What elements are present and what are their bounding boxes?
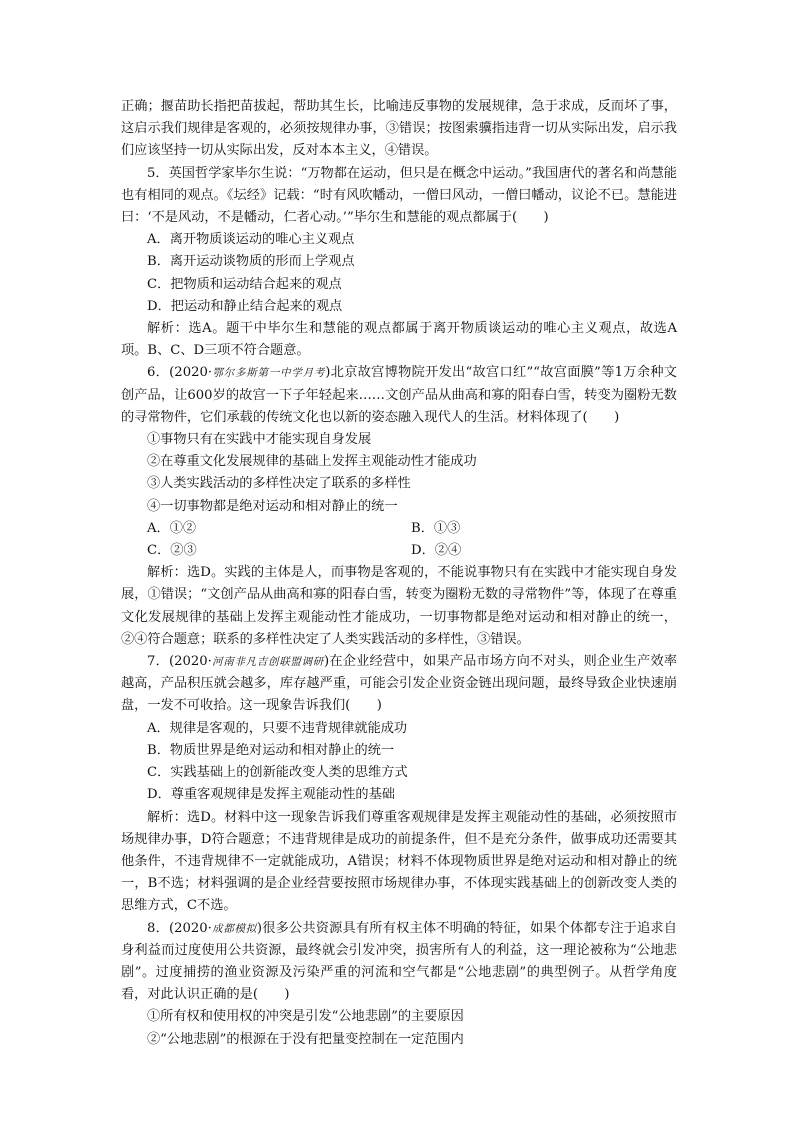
option-b: B．①③ [411,520,461,536]
option-a: A．离开物质谈运动的唯心主义观点 [147,232,355,248]
statement-2: ②“公地悲剧”的根源在于没有把量变控制在一定范围内 [147,1031,464,1047]
option-d: D．把运动和静止结合起来的观点 [147,298,343,314]
option-b: B．物质世界是绝对运动和相对静止的统一 [147,742,395,758]
question-5 [121,163,677,363]
question-source: 河南非凡吉创联盟调研 [211,656,324,669]
statement-2: ②在尊重文化发展规律的基础上发挥主观能动性才能成功 [147,454,477,470]
question-stem [121,362,677,429]
previous-answer-continuation: 正确；揠苗助长指把苗拔起，帮助其生长，比喻违反事物的发展规律，急于求成，反而坏了事，这启示我们规律是客观的，必须按规律办事，③错误；按图索骥指违背一切从实际出发，启示我们应该坚持一切从实际出发，反对本本主义，④错误。 [121,99,677,159]
question-number: 8．(2020· [147,920,212,936]
option-d: D．尊重客观规律是发挥主观能动性的基础 [147,787,395,803]
option-c: C．实践基础上的创新能改变人类的思维方式 [147,765,408,781]
analysis: 解析：选A。题干中毕尔生和慧能的观点都属于离开物质谈运动的唯心主义观点，故选A项。B、C、D三项不符合题意。 [121,321,677,359]
option-d: D．②④ [411,543,462,559]
analysis: 解析：选D。材料中这一现象告诉我们尊重客观规律是发挥主观能动性的基础，必须按照市场规律办事，D符合题意；不违背规律是成功的前提条件，但不是充分条件，做事成功还需要其他条件，不违背规律不一定就能成功，A错误；材料不体现物质世界是绝对运动和相对静止的统一，B不选；材料强调的是企业经营要按照市场规律办事，不体现实践基础上的创新改变人类的思维方式，C不选。 [121,809,677,914]
question-source: 成都模拟 [211,922,257,935]
question-stem [121,918,677,1007]
question-7 [121,651,677,917]
question-8 [121,918,677,1051]
statement-1: ①事物只有在实践中才能实现自身发展 [147,432,372,448]
option-c: C．把物质和运动结合起来的观点 [147,276,342,292]
question-number: 6．(2020· [147,365,213,381]
option-a: A．规律是客观的，只要不违背规律就能成功 [147,720,408,736]
question-text: )很多公共资源具有所有权主体不明确的特征，如果个体都专注于追求自身利益而过度使用公共资源，最终就会引发冲突，损害所有人的利益，这一理论被称为“公地悲剧”。过度捕捞的渔业资源及污染严重的河流和空气都是“公地悲剧”的典型例子。从哲学角度看，对此认识正确的是( ) [121,920,677,1003]
question-source: 鄂尔多斯第一中学月考 [212,367,326,380]
option-a: A．①② [147,520,197,536]
question-number: 7．(2020· [147,654,212,670]
document-page [121,96,677,1051]
options-row-2 [121,540,677,562]
question-stem [121,651,677,718]
question-text: )北京故宫博物院开发出“故宫口红”“故宫面膜”等1万余种文创产品，让600岁的故宫一下子年轻起来……文创产品从曲高和寡的阳春白雪，转变为圈粉无数的寻常物件，它们承载的传统文化也以新的姿态融入现代人的生活。材料体现了( ) [121,365,677,425]
options-row-1 [121,518,677,540]
question-text: )在企业经营中，如果产品市场方向不对头，则企业生产效率越高，产品积压就会越多，库存越严重，可能会引发企业资金链出现问题，最终导致企业快速崩盘，一发不可收拾。这一现象告诉我们( ) [121,654,678,714]
option-c: C．②③ [147,543,197,559]
question-6 [121,362,677,651]
analysis: 解析：选D。实践的主体是人，而事物是客观的，不能说事物只有在实践中才能实现自身发展，①错误；“文创产品从曲高和寡的阳春白雪，转变为圈粉无数的寻常物件”等，体现了在尊重文化发展规律的基础上发挥主观能动性才能成功，一切事物都是绝对运动和相对静止的统一，②④符合题意；联系的多样性决定了人类实践活动的多样性，③错误。 [121,565,677,647]
question-stem: 5．英国哲学家毕尔生说：“万物都在运动，但只是在概念中运动。”我国唐代的著名和尚慧能也有相同的观点。《坛经》记载：“时有风吹幡动，一僧曰风动，一僧曰幡动，议论不已。慧能进曰：‘不是风动，不是幡动，仁者心动。’”毕尔生和慧能的观点都属于( ) [121,165,677,226]
statement-4: ④一切事物都是绝对运动和相对静止的统一 [147,498,398,514]
option-b: B．离开运动谈物质的形而上学观点 [147,254,355,270]
statement-1: ①所有权和使用权的冲突是引发“公地悲剧”的主要原因 [147,1009,464,1025]
statement-3: ③人类实践活动的多样性决定了联系的多样性 [147,476,411,492]
